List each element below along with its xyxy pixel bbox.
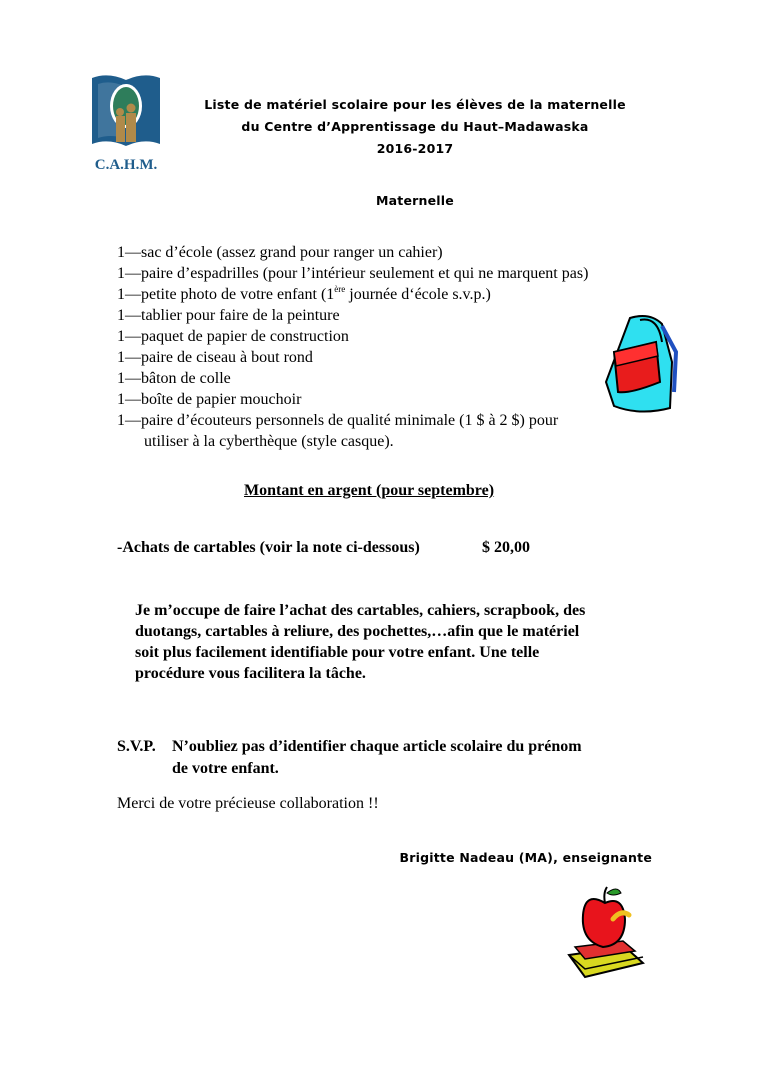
backpack-icon <box>600 312 680 427</box>
purchase-label: -Achats de cartables (voir la note ci-dessous) <box>117 539 420 556</box>
list-item: 1—tablier pour faire de la peinture <box>117 307 340 324</box>
note-line: soit plus facilement identifiable pour votre enfant. Une telle <box>135 644 540 661</box>
list-item: 1—paire d’espadrilles (pour l’intérieur seulement et qui ne marquent pas) <box>117 265 589 282</box>
list-item: 1—sac d’école (assez grand pour ranger un cahier) <box>117 244 443 261</box>
list-item-text: 1—petite photo de votre enfant (1 <box>117 286 335 303</box>
svp-prefix: S.V.P. <box>117 738 156 755</box>
supply-list <box>117 242 588 452</box>
note-line: Je m’occupe de faire l’achat des cartables, cahiers, scrapbook, des <box>135 602 586 619</box>
section-title: Maternelle <box>376 193 454 208</box>
thanks-text: Merci de votre précieuse collaboration !! <box>117 795 379 812</box>
header-line-2: du Centre d’Apprentissage du Haut–Madawaska <box>241 119 589 134</box>
list-item-continuation: utiliser à la cyberthèque (style casque). <box>144 433 394 450</box>
logo-book-tree-icon <box>90 72 162 152</box>
list-item-text: journée d‘école s.v.p.) <box>345 286 491 303</box>
list-item: 1—boîte de papier mouchoir <box>117 391 302 408</box>
list-item: 1—bâton de colle <box>117 370 231 387</box>
superscript: ère <box>334 284 346 294</box>
list-item <box>117 284 588 305</box>
header-line-1: Liste de matériel scolaire pour les élèves de la maternelle <box>204 97 626 112</box>
note-line: procédure vous facilitera la tâche. <box>135 665 366 682</box>
apple-on-books-icon <box>565 885 645 990</box>
svp-line-2: de votre enfant. <box>172 760 279 777</box>
logo-text: C.A.H.M. <box>94 157 158 173</box>
list-item: 1—paire d’écouteurs personnels de qualité minimale (1 $ à 2 $) pour <box>117 412 559 429</box>
note-paragraph <box>135 600 675 684</box>
list-item: 1—paquet de papier de construction <box>117 328 349 345</box>
note-line: duotangs, cartables à reliure, des pochettes,…afin que le matériel <box>135 623 580 640</box>
money-section-title: Montant en argent (pour septembre) <box>244 482 495 499</box>
purchase-amount: $ 20,00 <box>482 539 530 556</box>
signature: Brigitte Nadeau (MA), enseignante <box>399 850 652 865</box>
header-year: 2016-2017 <box>376 141 454 156</box>
list-item: 1—paire de ciseau à bout rond <box>117 349 313 366</box>
svp-line-1: N’oubliez pas d’identifier chaque article scolaire du prénom <box>172 738 582 755</box>
